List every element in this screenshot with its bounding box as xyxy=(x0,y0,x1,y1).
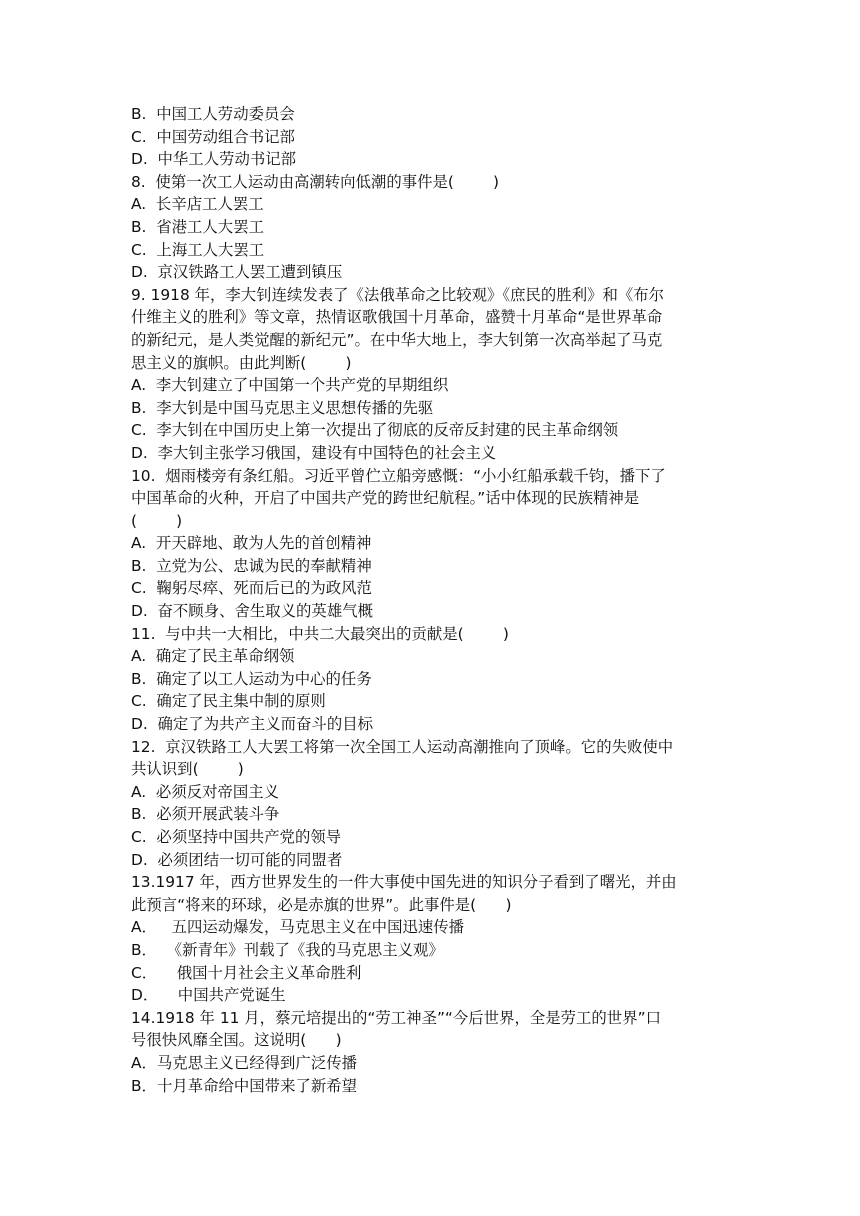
question-line: 12. 京汉铁路工人大罢工将第一次全国工人运动高潮推向了顶峰。它的失败使中 xyxy=(131,737,674,756)
option-line: B. 中国工人劳动委员会 xyxy=(131,105,295,123)
question-line: 什维主义的胜利》等文章，热情讴歌俄国十月革命，盛赞十月革命“是世界革命 xyxy=(131,308,663,327)
option-line: C. 上海工人大罢工 xyxy=(131,240,265,259)
option-line: B. 省港工人大罢工 xyxy=(131,217,264,236)
option-line: D. 确定了为共产主义而奋斗的目标 xyxy=(131,715,373,734)
question-line: 号很快风靡全国。这说明( ) xyxy=(131,1031,342,1050)
option-line: B. 立党为公、忠诚为民的奉献精神 xyxy=(131,556,372,575)
option-line: C. 李大钊在中国历史上第一次提出了彻底的反帝反封建的民主革命纲领 xyxy=(131,421,619,440)
document-body xyxy=(131,103,733,1097)
option-line: D. 奋不顾身、舍生取义的英雄气概 xyxy=(131,602,373,621)
option-line: B. 确定了以工人运动为中心的任务 xyxy=(131,669,372,688)
option-line: A. 确定了民主革命纲领 xyxy=(131,647,295,666)
question-line: 的新纪元，是人类觉醒的新纪元”。在中华大地上，李大钊第一次高举起了马克 xyxy=(131,330,663,349)
option-line: C. 必须坚持中国共产党的领导 xyxy=(131,828,342,846)
option-line: A．马克思主义已经得到广泛传播 xyxy=(131,1053,357,1072)
question-line: 8. 使第一次工人运动由高潮转向低潮的事件是( ) xyxy=(131,172,500,191)
option-line: A. 必须反对帝国主义 xyxy=(131,782,280,801)
option-line: A. 长辛店工人罢工 xyxy=(131,195,264,214)
option-line: A. 开天辟地、敢为人先的首创精神 xyxy=(131,534,372,553)
question-line: 10. 烟雨楼旁有条红船。习近平曾伫立船旁感慨：“小小红船承载千钧，播下了 xyxy=(131,466,666,485)
option-line: C. 确定了民主集中制的原则 xyxy=(131,692,326,711)
option-line: A． 五四运动爆发，马克思主义在中国迅速传播 xyxy=(131,918,465,937)
question-line: 11. 与中共一大相比，中共二大最突出的贡献是( ) xyxy=(131,624,509,643)
option-line: C. 鞠躬尽瘁、死而后已的为政风范 xyxy=(131,579,372,598)
option-line: D. 中华工人劳动书记部 xyxy=(131,150,297,169)
option-line: B．十月革命给中国带来了新希望 xyxy=(131,1076,358,1095)
option-line: D. 必须团结一切可能的同盟者 xyxy=(131,850,343,869)
question-line: 14.1918 年 11 月，蔡元培提出的“劳工神圣”“今后世界，全是劳工的世界”口 xyxy=(131,1008,661,1027)
question-line: 此预言“将来的环球，必是赤旗的世界”。此事件是( ) xyxy=(131,895,512,914)
option-line: D. 李大钊主张学习俄国，建设有中国特色的社会主义 xyxy=(131,443,497,462)
option-line: D． 中国共产党诞生 xyxy=(131,986,286,1005)
question-line: 中国革命的火种，开启了中国共产党的跨世纪航程。”话中体现的民族精神是 xyxy=(131,489,640,508)
option-line: B． 《新青年》刊载了《我的马克思主义观》 xyxy=(131,940,444,959)
option-line: C． 俄国十月社会主义革命胜利 xyxy=(131,963,362,982)
option-line: A. 李大钊建立了中国第一个共产党的早期组织 xyxy=(131,376,449,395)
question-line: 思主义的旗帜。由此判断( ) xyxy=(131,353,352,372)
question-line: 共认识到( ) xyxy=(131,760,244,779)
option-line: B. 李大钊是中国马克思主义思想传播的先驱 xyxy=(131,398,434,417)
question-line: ( ) xyxy=(131,511,183,530)
option-line: D. 京汉铁路工人罢工遭到镇压 xyxy=(131,263,343,282)
option-line: B. 必须开展武装斗争 xyxy=(131,805,280,824)
option-line: C. 中国劳动组合书记部 xyxy=(131,127,295,146)
question-line: 13.1917 年，西方世界发生的一件大事使中国先进的知识分子看到了曙光，并由 xyxy=(131,873,677,892)
question-line: 9. 1918 年，李大钊连续发表了《法俄革命之比较观》《庶民的胜利》和《布尔 xyxy=(131,285,665,304)
